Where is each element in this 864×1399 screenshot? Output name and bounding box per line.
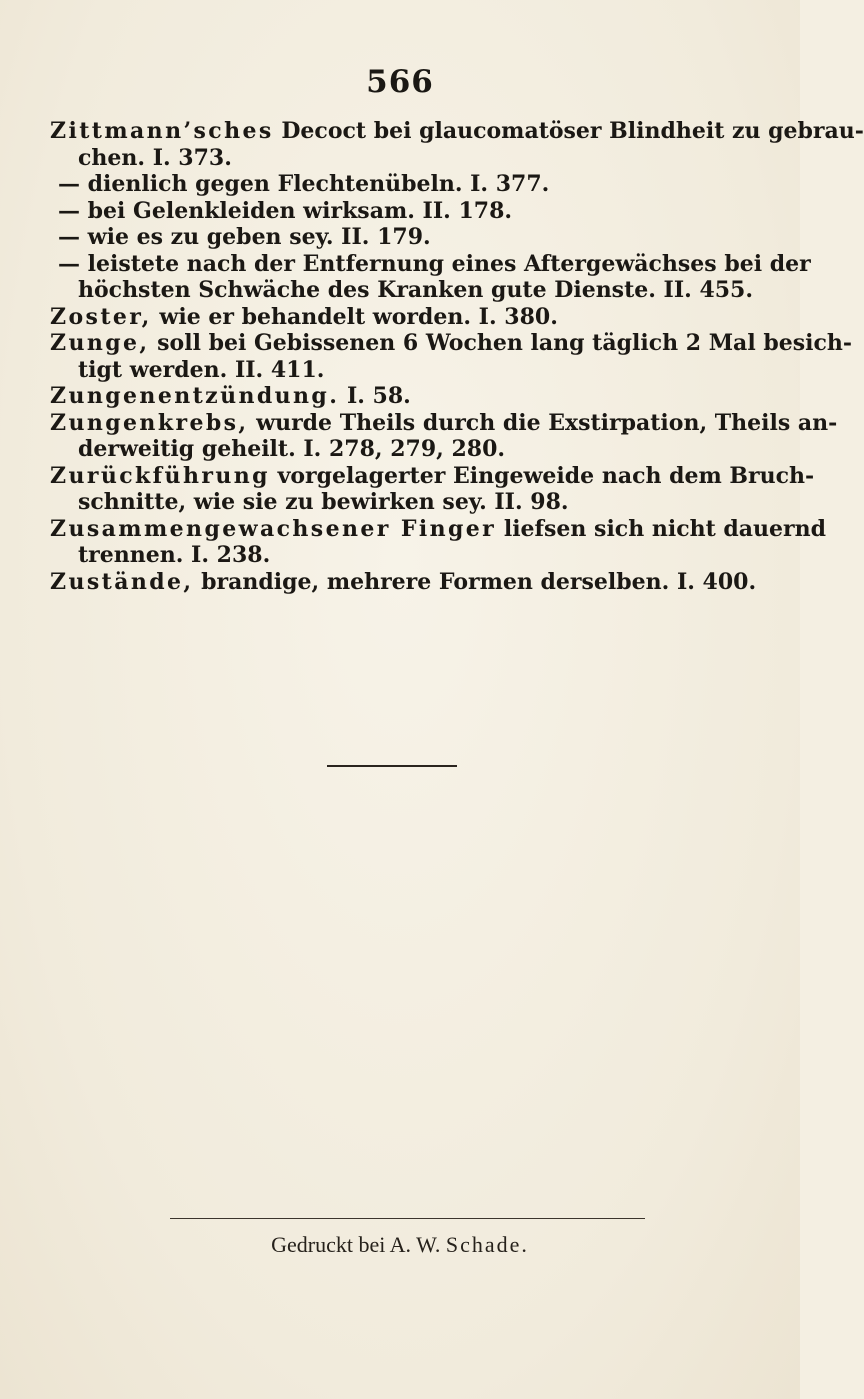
printer-name: Schade. [445,1232,529,1257]
index-subentry: — bei Gelenkleiden wirksam. II. 178. [58,197,513,224]
index-entry-line [50,118,864,145]
entry-headword: Zunge, [50,330,150,356]
index-entry-continuation: chen. I. 373. [78,144,232,171]
index-entry-continuation: derweitig geheilt. I. 278, 279, 280. [78,436,506,462]
entry-text: wie er behandelt worden. I. 380. [151,303,558,330]
section-divider [327,765,457,767]
index-entry-line [50,330,852,357]
index-entry-line [50,569,770,596]
index-entry-line [50,515,827,543]
printer-prefix: Gedruckt bei A. W. [271,1232,441,1257]
index-entry-continuation: höchsten Schwäche des Kranken gute Dienste. II. 455. [78,277,754,303]
index-subentry: — wie es zu geben sey. II. 179. [58,224,431,250]
page-number: 566 [366,64,434,100]
index-entry-line [50,304,770,331]
entry-headword: Zittmann’sches [50,118,274,144]
entry-text: wurde Theils durch die Exstirpation, Theils an- [248,409,838,436]
index-entries [50,118,864,595]
index-entry-continuation: schnitte, wie sie zu bewirken sey. II. 98. [78,489,569,515]
entry-text: Decoct bei glaucomatöser Blindheit zu gebrau- [273,118,864,144]
entry-headword: Zustände, [50,568,194,595]
index-entry-line [50,383,770,410]
index-entry-continuation: tigt werden. II. 411. [78,356,325,383]
index-subentry: — dienlich gegen Flechtenübeln. I. 377. [58,171,550,197]
entry-headword: Zungenentzündung. [50,383,340,409]
entry-text: liefsen sich nicht dauernd [496,515,827,542]
index-entry-line [50,409,838,437]
index-subentry: — leistete nach der Entfernung eines Aftergewächses bei der [58,250,811,277]
printer-imprint [0,1232,800,1258]
footer-divider [170,1218,645,1220]
entry-text: soll bei Gebissenen 6 Wochen lang täglich 2 Mal besich- [149,330,852,356]
entry-text: I. 58. [339,383,411,409]
index-entry-continuation: trennen. I. 238. [78,542,271,568]
entry-text: vorgelagerter Eingeweide nach dem Bruch- [269,462,815,489]
entry-headword: Zurückführung [50,462,270,489]
entry-headword: Zungenkrebs, [50,409,249,436]
index-entry-line [50,462,815,490]
entry-headword: Zusammengewachsener Finger [50,515,497,542]
entry-text: brandige, mehrere Formen derselben. I. 400. [193,568,757,595]
entry-headword: Zoster, [50,303,152,330]
